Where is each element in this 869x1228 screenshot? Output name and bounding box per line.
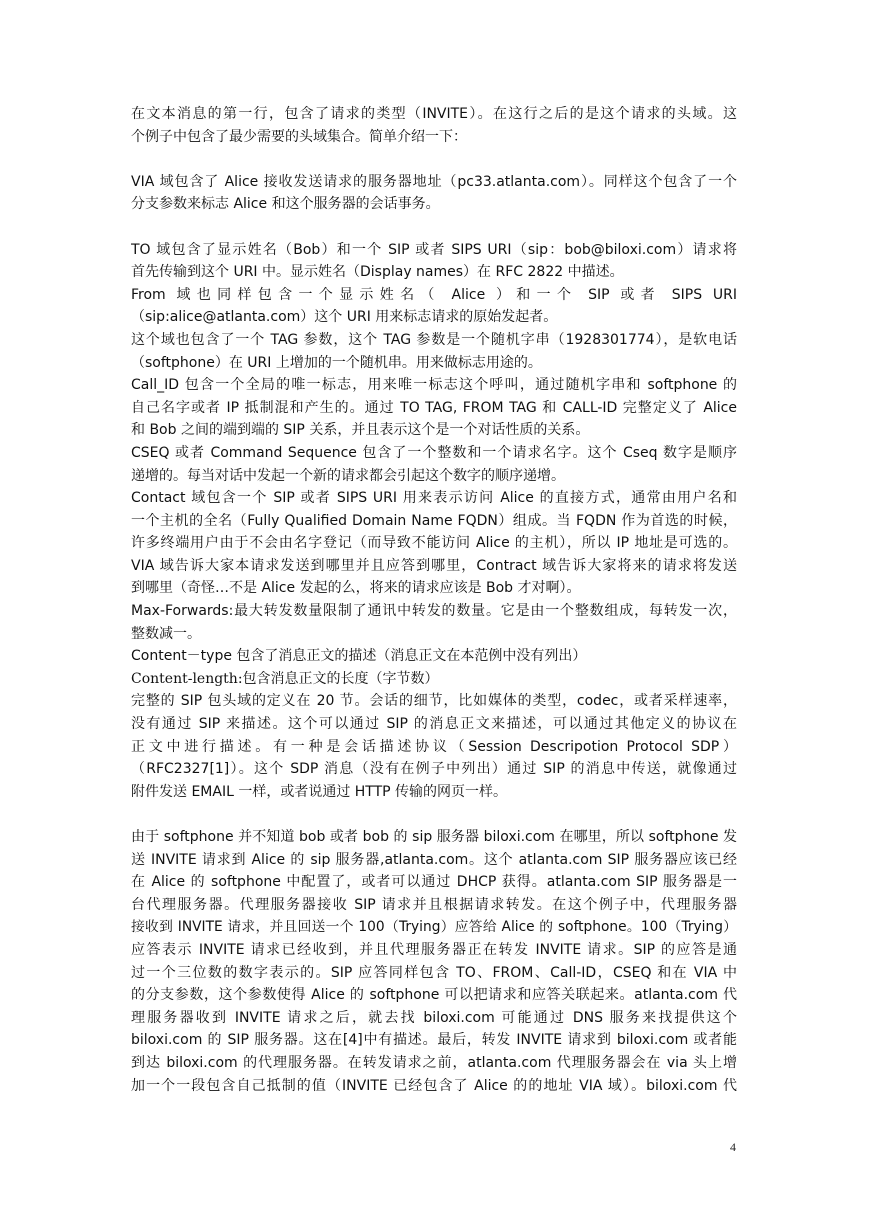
text-line: 自己名字或者 IP 抵制混和产生的。通过 TO TAG, FROM TAG 和 CALL-ID 完整定义了 Alice (131, 399, 737, 416)
text-line: 理服务器收到 INVITE 请求之后，就去找 biloxi.com 可能通过 DNS 服务来找提供这个 (131, 1009, 737, 1026)
text-line: VIA 域包含了 Alice 接收发送请求的服务器地址（pc33.atlanta.com）。同样这个包含了一个 (131, 173, 737, 190)
blank-line (131, 148, 737, 171)
text-line: 正文中进行描述。有一种是会话描述协议（Session Descripotion Protocol SDP） (131, 738, 737, 755)
text-line: 递增的。每当对话中发起一个新的请求都会引起这个数字的顺序递增。 (131, 467, 565, 484)
text-line: Contact 域包含一个 SIP 或者 SIPS URI 用来表示访问 Alice 的直接方式，通常由用户名和 (131, 490, 737, 507)
text-line: 台代理服务器。代理服务器接收 SIP 请求并且根据请求转发。在这个例子中，代理服务器 (131, 896, 737, 913)
blank-line (131, 803, 737, 826)
text-line: 的分支参数，这个参数使得 Alice 的 softphone 可以把请求和应答关联起来。atlanta.com 代 (131, 987, 737, 1004)
text-line: 个例子中包含了最少需要的头域集合。简单介绍一下： (131, 128, 467, 145)
text-line: （RFC2327[1]）。这个 SDP 消息（没有在例子中列出）通过 SIP 的消息中传送，就像通过 (131, 761, 737, 778)
text-line: 加一个一段包含自己抵制的值（INVITE 已经包含了 Alice 的的地址 VIA 域）。biloxi.com 代 (131, 1077, 737, 1094)
text-line: 送 INVITE 请求到 Alice 的 sip 服务器,atlanta.com。这个 atlanta.com SIP 服务器应该已经 (131, 851, 737, 868)
text-line: 整数减一。 (131, 625, 201, 642)
text-line: 分支参数来标志 Alice 和这个服务器的会话事务。 (131, 196, 440, 213)
text-line: 首先传输到这个 URI 中。显示姓名（Display names）在 RFC 2822 中描述。 (131, 264, 624, 281)
text-line: Call_ID 包含一个全局的唯一标志，用来唯一标志这个呼叫，通过随机字串和 softphone 的 (131, 377, 737, 394)
text-line: （softphone）在 URI 上增加的一个随机串。用来做标志用途的。 (131, 354, 542, 371)
text-line: From 域也同样包含一个显示姓名（ Alice ）和一个 SIP 或者 SIPS URI (131, 286, 737, 303)
text-line: 和 Bob 之间的端到端的 SIP 关系，并且表示这个是一个对话性质的关系。 (131, 422, 590, 439)
text-line: 应答表示 INVITE 请求已经收到，并且代理服务器正在转发 INVITE 请求。SIP 的应答是通 (131, 941, 737, 958)
text-line: 由于 softphone 并不知道 bob 或者 bob 的 sip 服务器 biloxi.com 在哪里，所以 softphone 发 (131, 829, 737, 845)
body-text (131, 103, 737, 1097)
text-line: CSEQ 或者 Command Sequence 包含了一个整数和一个请求名字。这个 Cseq 数字是顺序 (131, 444, 737, 461)
text-line: 接收到 INVITE 请求，并且回送一个 100（Trying）应答给 Alice 的 softphone。100（Trying） (131, 919, 737, 936)
text-line: 在 Alice 的 softphone 中配置了，或者可以通过 DHCP 获得。atlanta.com SIP 服务器是一 (131, 874, 737, 891)
text-line: 许多终端用户由于不会由名字登记（而导致不能访问 Alice 的主机），所以 IP 地址是可选的。 (131, 535, 737, 552)
text-line: 到哪里（奇怪…不是 Alice 发起的么，将来的请求应该是 Bob 才对啊）。 (131, 580, 581, 597)
text-line: 一个主机的全名（Fully Qualified Domain Name FQDN）组成。当 FQDN 作为首选的时候， (131, 512, 737, 529)
text-line: Max-Forwards:最大转发数量限制了通讯中转发的数量。它是由一个整数组成，每转发一次， (131, 603, 737, 620)
text-line: 到达 biloxi.com 的代理服务器。在转发请求之前，atlanta.com 代理服务器会在 via 头上增 (131, 1054, 737, 1071)
text-line: 完整的 SIP 包头域的定义在 20 节。会话的细节，比如媒体的类型，codec，或者采样速率， (131, 693, 737, 710)
page-number: 4 (730, 1140, 736, 1154)
text-line: 在文本消息的第一行，包含了请求的类型（INVITE）。在这行之后的是这个请求的头域。这 (131, 106, 737, 122)
text-line: VIA 域告诉大家本请求发送到哪里并且应答到哪里，Contract 域告诉大家将来的请求将发送 (131, 557, 737, 574)
text-line: Content-length:包含消息正文的长度（字节数） (131, 670, 439, 687)
text-line: TO 域包含了显示姓名（Bob）和一个 SIP 或者 SIPS URI（sip：bob@biloxi.com）请求将 (131, 241, 737, 258)
text-line: 没有通过 SIP 来描述。这个可以通过 SIP 的消息正文来描述，可以通过其他定义的协议在 (131, 716, 737, 733)
text-line: （sip:alice@atlanta.com）这个 URI 用来标志请求的原始发起者。 (131, 309, 558, 326)
text-line: biloxi.com 的 SIP 服务器。这在[4]中有描述。最后，转发 INVITE 请求到 biloxi.com 或者能 (131, 1032, 737, 1049)
text-line: 附件发送 EMAIL 一样，或者说通过 HTTP 传输的网页一样。 (131, 783, 508, 800)
blank-line (131, 216, 737, 239)
text-line: Content－type 包含了消息正文的描述（消息正文在本范例中没有列出） (131, 648, 587, 665)
text-line: 过一个三位数的数字表示的。SIP 应答同样包含 TO、FROM、Call-ID，CSEQ 和在 VIA 中 (131, 964, 737, 981)
text-line: 这个域也包含了一个 TAG 参数，这个 TAG 参数是一个随机字串（1928301774），是软电话 (131, 331, 737, 348)
